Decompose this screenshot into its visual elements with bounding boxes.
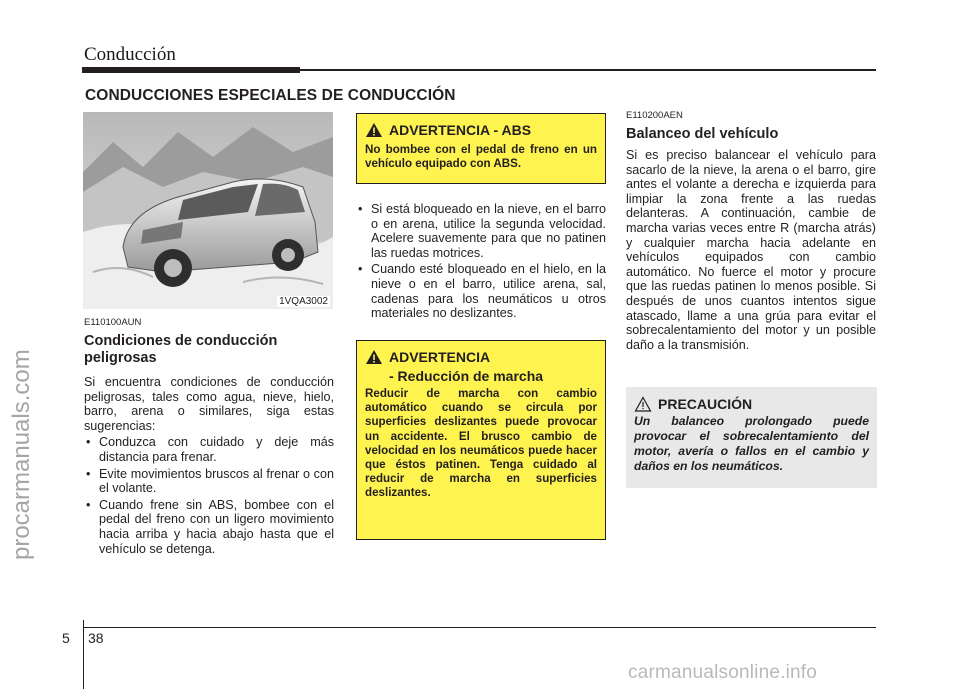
image-code: 1VQA3002 xyxy=(279,296,328,307)
list-item: • Conduzca con cuidado y deje más distancia para frenar. xyxy=(84,435,334,464)
middle-column-text xyxy=(356,202,606,323)
warning-title-text: ADVERTENCIA - ABS xyxy=(389,122,532,138)
page-number: 38 xyxy=(88,630,104,646)
footer-rule xyxy=(84,627,876,628)
car-illustration xyxy=(83,112,333,309)
list-item: • Cuando frene sin ABS, bombee con el pedal del freno con un ligero movimiento hacia arriba y hacia abajo hasta que el vehículo se detenga. xyxy=(84,498,334,556)
intro-paragraph: Si encuentra condiciones de conducción peligrosas, tales como agua, nieve, hielo, barro, arena o similares, siga estas sugerencias: xyxy=(84,375,334,433)
section-number: 5 xyxy=(62,630,70,646)
warning-subtitle: - Reducción de marcha xyxy=(389,368,544,384)
subsection-heading: Balanceo del vehículo xyxy=(626,126,779,142)
warning-body: Reducir de marcha con cambio automático cuando se circula por superficies deslizantes puede provocar un accidente. El brusco cambio de velocidad en los neumáticos puede hacer que éstos patinen. Tenga cuidado al reducir de marcha en superficies deslizantes. xyxy=(365,387,597,500)
tips-list xyxy=(84,435,334,556)
warning-body: No bombee con el pedal de freno en un vehículo equipado con ABS. xyxy=(365,143,597,171)
header-divider-thin xyxy=(300,69,876,71)
section-code: E110200AEN xyxy=(626,110,683,121)
right-column xyxy=(626,110,876,352)
warning-title-text: ADVERTENCIA xyxy=(389,349,491,365)
body-paragraph: Si es preciso balancear el vehículo para sacarlo de la nieve, la arena o el barro, gire antes el volante a derecha e izquierda para limpiar la zona frente a las ruedas delanteras. A continuación, cambie de marcha varias veces entre R (marcha atrás) y cualquier marcha hacia adelante en vehículos equipados con cambio automático. No fuerce el motor y procure que las ruedas patinen lo menos posible. Si después de unos cuantos intentos sigue atascado, llame a una grúa para evitar el sobrecalentamiento del motor y un posible daño a la transmisión. xyxy=(626,148,876,352)
side-watermark: procarmanuals.com xyxy=(8,349,35,560)
bottom-watermark: carmanualsonline.info xyxy=(628,662,818,683)
warning-triangle-icon xyxy=(365,349,383,365)
tips-list-continued xyxy=(356,202,606,321)
section-code: E110100AUN xyxy=(84,317,142,328)
footer-divider xyxy=(83,620,84,689)
warning-triangle-icon xyxy=(365,122,383,138)
header-divider-thick xyxy=(82,67,300,73)
list-item: • Evite movimientos bruscos al frenar o con el volante. xyxy=(84,467,334,496)
left-column xyxy=(84,317,334,558)
warning-title xyxy=(365,349,597,365)
warning-title xyxy=(365,122,597,138)
suv-in-snow-illustration xyxy=(83,112,333,309)
warning-box-abs xyxy=(356,113,606,184)
subsection-heading: Condiciones de conducción peligrosas xyxy=(84,333,278,366)
caution-body: Un balanceo prolongado puede provocar el sobrecalentamiento del motor, avería o fallos en el cambio y daños en los neumáticos. xyxy=(634,414,869,473)
list-item: • Si está bloqueado en la nieve, en el barro o en arena, utilice la segunda velocidad. Acelere suavemente para que no patinen las ruedas motrices. xyxy=(356,202,606,260)
list-item: • Cuando esté bloqueado en el hielo, en la nieve o en el barro, utilice arena, sal, cadenas para los neumáticos u otros materiales no deslizantes. xyxy=(356,262,606,320)
header-title: Conducción xyxy=(84,44,176,65)
caution-title xyxy=(634,396,869,412)
caution-triangle-icon xyxy=(634,396,652,412)
caution-box xyxy=(626,387,877,488)
section-title: CONDUCCIONES ESPECIALES DE CONDUCCIÓN xyxy=(85,87,456,104)
warning-box-downshift xyxy=(356,340,606,540)
caution-title-text: PRECAUCIÓN xyxy=(658,396,753,412)
